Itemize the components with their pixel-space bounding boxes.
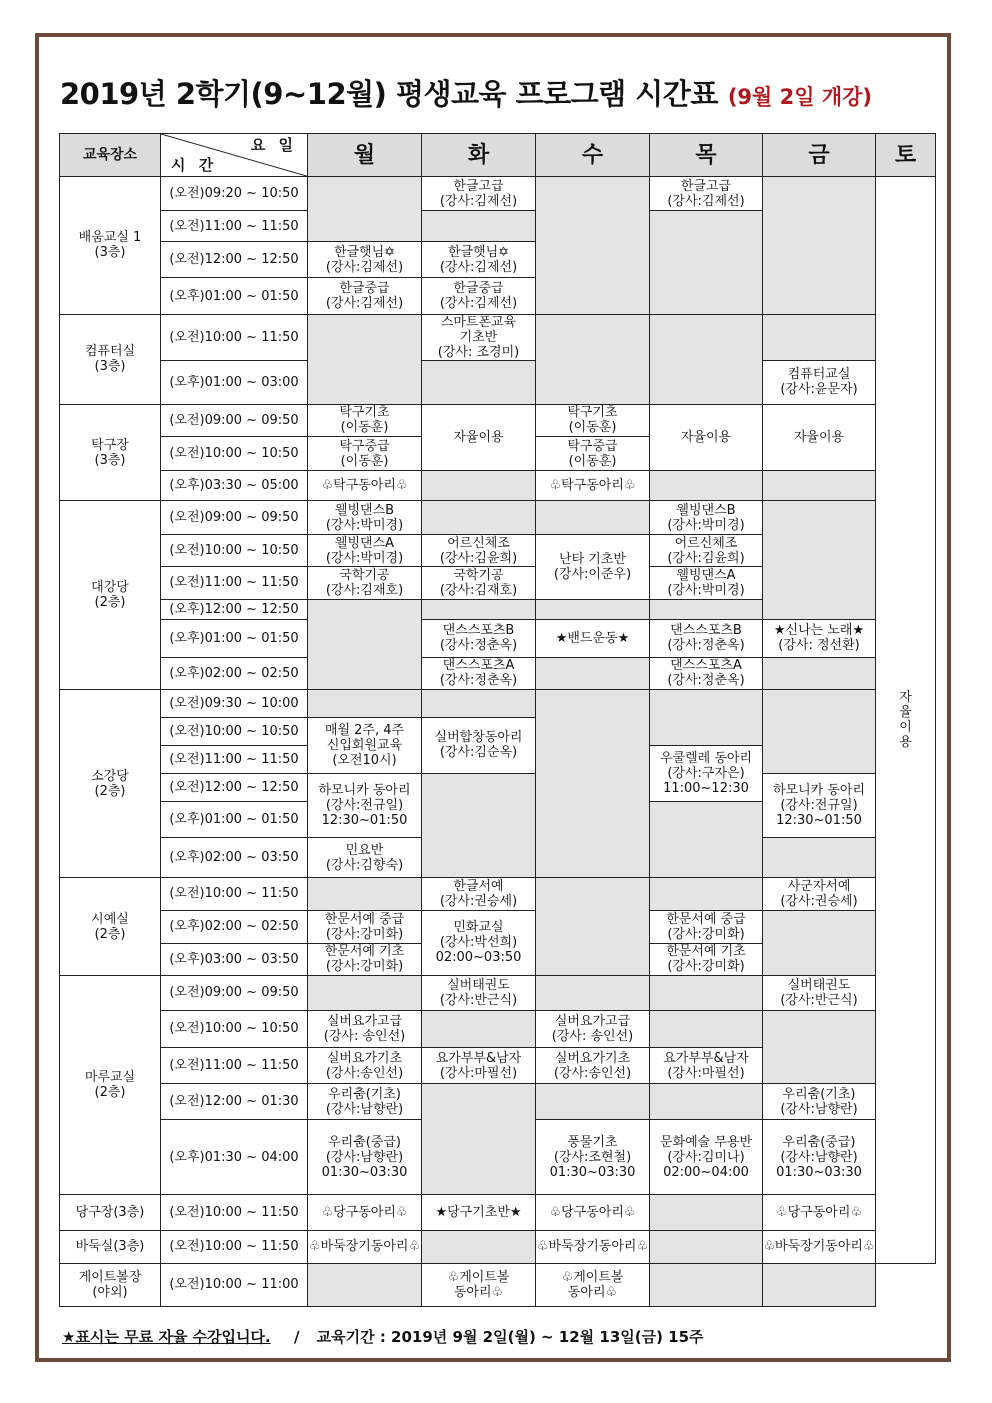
free-note: ★표시는 무료 자율 수강입니다. [62, 1328, 271, 1346]
empty-cell [763, 501, 876, 619]
time-cell: (오전)11:00 ~ 11:50 [161, 745, 308, 773]
class-cell: 한문서예 기초 (강사:강미화) [308, 943, 422, 975]
class-cell: 요가부부&남자 (강사:마필선) [650, 1047, 763, 1083]
timetable [59, 133, 936, 1307]
class-cell: 하모니카 동아리 (강사:전규일) 12:30~01:50 [763, 774, 876, 838]
time-cell: (오전)10:00 ~ 10:50 [161, 436, 308, 470]
empty-cell [422, 599, 536, 619]
saturday-char: 자 [899, 689, 912, 705]
empty-cell [308, 314, 422, 404]
page-title: 2019년 2학기(9~12월) 평생교육 프로그램 시간표 [60, 77, 718, 111]
class-cell: 사군자서예 (강사:권승세) [763, 878, 876, 910]
class-cell: 댄스스포츠A (강사:정춘옥) [422, 657, 536, 689]
corner-time-label: 시 간 [171, 156, 218, 175]
class-cell: ♧당구동아리♧ [763, 1195, 876, 1230]
class-cell: 국학기공 (강사:김재호) [308, 567, 422, 599]
class-cell: 탁구중급 (이동훈) [308, 436, 422, 470]
day-sat: 토 [876, 134, 936, 177]
place-cell: 당구장(3층) [60, 1195, 161, 1230]
empty-cell [308, 1263, 422, 1306]
footer [62, 1326, 704, 1347]
empty-cell [422, 774, 536, 878]
class-cell: 민요반 (강사:김향숙) [308, 838, 422, 878]
class-cell: ♧탁구동아리♧ [308, 471, 422, 501]
time-cell: (오전)10:00 ~ 11:00 [161, 1263, 308, 1306]
empty-cell [763, 471, 876, 501]
class-cell: 웰빙댄스A (강사:박미경) [308, 535, 422, 567]
class-cell: 자율이용 [763, 404, 876, 470]
header-row [60, 134, 936, 177]
class-cell: 자율이용 [650, 404, 763, 470]
time-cell: (오후)02:00 ~ 02:50 [161, 910, 308, 943]
time-cell: (오전)12:00 ~ 12:50 [161, 774, 308, 802]
time-cell: (오후)02:00 ~ 02:50 [161, 657, 308, 689]
class-cell: 매월 2주, 4주 신입회원교육 (오전10시) [308, 717, 422, 773]
class-cell: 컴퓨터교실 (강사:윤문자) [763, 360, 876, 404]
class-cell: 문화예술 무용반 (강사:김미나) 02:00~04:00 [650, 1120, 763, 1195]
place-cell: 게이트볼장 (야외) [60, 1263, 161, 1306]
class-cell: ♧바둑장기동아리♧ [536, 1230, 650, 1263]
empty-cell [536, 177, 650, 314]
saturday-char: 율 [899, 704, 912, 720]
empty-cell [422, 501, 536, 535]
title-row [60, 72, 872, 116]
empty-cell [650, 471, 763, 501]
time-cell: (오후)01:00 ~ 01:50 [161, 619, 308, 657]
class-cell: 웰빙댄스A (강사:박미경) [650, 567, 763, 599]
class-cell: 웰빙댄스B (강사:박미경) [650, 501, 763, 535]
saturday-cell [876, 177, 936, 1264]
time-cell: (오전)09:00 ~ 09:50 [161, 501, 308, 535]
time-cell: (오전)10:00 ~ 10:50 [161, 1010, 308, 1047]
empty-cell [763, 314, 876, 360]
time-cell: (오전)09:00 ~ 09:50 [161, 975, 308, 1010]
class-cell: ♧당구동아리♧ [536, 1195, 650, 1230]
class-cell: 탁구중급 (이동훈) [536, 436, 650, 470]
place-cell: 바둑실(3층) [60, 1230, 161, 1263]
class-cell: 실버요가기초 (강사:송인선) [536, 1047, 650, 1083]
empty-cell [763, 838, 876, 878]
empty-cell [650, 599, 763, 619]
class-cell: ♧바둑장기동아리♧ [763, 1230, 876, 1263]
class-cell: 우리춤(중급) (강사:남향란) 01:30~03:30 [763, 1120, 876, 1195]
class-cell: 한글고급 (강사:김제선) [650, 177, 763, 211]
class-cell: 댄스스포츠A (강사:정춘옥) [650, 657, 763, 689]
place-cell: 배움교실 1 (3층) [60, 177, 161, 314]
class-cell: 어르신체조 (강사:김윤희) [422, 535, 536, 567]
time-cell: (오전)10:00 ~ 11:50 [161, 314, 308, 360]
class-cell: 한문서예 중급 (강사:강미화) [308, 910, 422, 943]
class-cell: 실버요가고급 (강사: 송인선) [308, 1010, 422, 1047]
class-cell: 풍물기초 (강사:조현철) 01:30~03:30 [536, 1120, 650, 1195]
class-cell: 한글고급 (강사:김제선) [422, 177, 536, 211]
class-cell: 한글햇님✡ (강사:김제선) [422, 242, 536, 278]
place-cell: 소강당 (2층) [60, 689, 161, 878]
empty-cell [422, 211, 536, 242]
empty-cell [763, 689, 876, 773]
place-cell: 컴퓨터실 (3층) [60, 314, 161, 404]
empty-cell [650, 1010, 763, 1047]
empty-cell [536, 599, 650, 619]
class-cell: 실버합창동아리 (강사:김순옥) [422, 717, 536, 773]
class-cell: 실버요가고급 (강사: 송인선) [536, 1010, 650, 1047]
class-cell: 실버태권도 (강사:반근식) [422, 975, 536, 1010]
empty-cell [422, 1230, 536, 1263]
class-cell: 실버태권도 (강사:반근식) [763, 975, 876, 1010]
class-cell: 국학기공 (강사:김재호) [422, 567, 536, 599]
header-place: 교육장소 [60, 134, 161, 177]
class-cell: 우리춤(중급) (강사:남향란) 01:30~03:30 [308, 1120, 422, 1195]
empty-cell [763, 1263, 876, 1306]
empty-cell [650, 802, 763, 878]
empty-cell [650, 1263, 763, 1306]
place-cell: 대강당 (2층) [60, 501, 161, 690]
empty-cell [650, 975, 763, 1010]
place-cell: 탁구장 (3층) [60, 404, 161, 500]
education-period: 교육기간 : 2019년 9월 2일(월) ~ 12월 13일(금) 15주 [316, 1328, 704, 1346]
header-corner [161, 134, 308, 177]
class-cell: ♧게이트볼 동아리♧ [422, 1263, 536, 1306]
time-cell: (오전)10:00 ~ 11:50 [161, 1230, 308, 1263]
class-cell: 우쿨렐레 동아리 (강사:구자은) 11:00~12:30 [650, 745, 763, 801]
time-cell: (오후)01:00 ~ 01:50 [161, 802, 308, 838]
empty-cell [536, 501, 650, 535]
time-cell: (오전)11:00 ~ 11:50 [161, 567, 308, 599]
empty-cell [650, 211, 763, 314]
time-cell: (오후)01:00 ~ 01:50 [161, 278, 308, 314]
time-cell: (오후)03:30 ~ 05:00 [161, 471, 308, 501]
class-cell: ★당구기초반★ [422, 1195, 536, 1230]
empty-cell [763, 657, 876, 689]
class-cell: 스마트폰교육 기초반 (강사: 조경미) [422, 314, 536, 360]
class-cell: ♧바둑장기동아리♧ [308, 1230, 422, 1263]
class-cell: 우리춤(기초) (강사:남향란) [763, 1084, 876, 1120]
day-thu: 목 [650, 134, 763, 177]
saturday-char: 이 [899, 719, 912, 735]
empty-cell [650, 689, 763, 745]
empty-cell [650, 1084, 763, 1120]
empty-cell [308, 975, 422, 1010]
time-cell: (오후)03:00 ~ 03:50 [161, 943, 308, 975]
day-fri: 금 [763, 134, 876, 177]
empty-cell [308, 878, 422, 910]
empty-cell [422, 689, 536, 717]
class-cell: 민화교실 (강사:박선희) 02:00~03:50 [422, 910, 536, 975]
class-cell: 요가부부&남자 (강사:마필선) [422, 1047, 536, 1083]
empty-cell [422, 1084, 536, 1195]
time-cell: (오전)09:20 ~ 10:50 [161, 177, 308, 211]
class-cell: 한글중급 (강사:김제선) [422, 278, 536, 314]
empty-cell [650, 1195, 763, 1230]
time-cell: (오후)01:30 ~ 04:00 [161, 1120, 308, 1195]
empty-cell [650, 314, 763, 404]
empty-cell [422, 1010, 536, 1047]
time-cell: (오전)12:00 ~ 12:50 [161, 242, 308, 278]
title-note: (9월 2일 개강) [727, 85, 873, 109]
place-cell: 마루교실 (2층) [60, 975, 161, 1195]
empty-cell [308, 599, 422, 689]
empty-cell [650, 1230, 763, 1263]
saturday-char: 용 [899, 734, 912, 750]
class-cell: ★신나는 노래★ (강사: 정선환) [763, 619, 876, 657]
empty-cell [308, 177, 422, 242]
empty-cell [536, 878, 650, 975]
empty-cell [536, 975, 650, 1010]
time-cell: (오전)10:00 ~ 10:50 [161, 535, 308, 567]
time-cell: (오전)12:00 ~ 01:30 [161, 1084, 308, 1120]
time-cell: (오전)10:00 ~ 11:50 [161, 878, 308, 910]
empty-cell [308, 689, 422, 717]
class-cell: ★밴드운동★ [536, 619, 650, 657]
class-cell: 한글햇님✡ (강사:김제선) [308, 242, 422, 278]
day-wed: 수 [536, 134, 650, 177]
empty-cell [763, 177, 876, 314]
time-cell: (오전)10:00 ~ 11:50 [161, 1195, 308, 1230]
time-cell: (오후)01:00 ~ 03:00 [161, 360, 308, 404]
class-cell: 하모니카 동아리 (강사:전규일) 12:30~01:50 [308, 774, 422, 838]
class-cell: 한문서예 중급 (강사:강미화) [650, 910, 763, 943]
empty-cell [536, 689, 650, 878]
class-cell: 한글중급 (강사:김제선) [308, 278, 422, 314]
class-cell: 난타 기초반 (강사:이준우) [536, 535, 650, 599]
time-cell: (오전)11:00 ~ 11:50 [161, 211, 308, 242]
class-cell: 우리춤(기초) (강사:남향란) [308, 1084, 422, 1120]
empty-cell [536, 657, 650, 689]
time-cell: (오후)12:00 ~ 12:50 [161, 599, 308, 619]
class-cell: ♧게이트볼 동아리♧ [536, 1263, 650, 1306]
empty-cell [422, 471, 536, 501]
empty-cell [536, 1084, 650, 1120]
class-cell: 웰빙댄스B (강사:박미경) [308, 501, 422, 535]
empty-cell [763, 1010, 876, 1083]
time-cell: (오전)11:00 ~ 11:50 [161, 1047, 308, 1083]
class-cell: 한글서예 (강사:권승세) [422, 878, 536, 910]
empty-cell [763, 910, 876, 975]
time-cell: (오후)02:00 ~ 03:50 [161, 838, 308, 878]
corner-day-label: 요 일 [250, 136, 297, 154]
day-mon: 월 [308, 134, 422, 177]
class-cell: 한문서예 기초 (강사:강미화) [650, 943, 763, 975]
footer-separator: / [293, 1328, 300, 1346]
class-cell: 자율이용 [422, 404, 536, 470]
class-cell: 실버요가기초 (강사:송인선) [308, 1047, 422, 1083]
time-cell: (오전)09:30 ~ 10:00 [161, 689, 308, 717]
time-cell: (오전)10:00 ~ 10:50 [161, 717, 308, 745]
class-cell: ♧당구동아리♧ [308, 1195, 422, 1230]
time-cell: (오전)09:00 ~ 09:50 [161, 404, 308, 436]
empty-cell [422, 360, 536, 404]
empty-cell [536, 314, 650, 404]
class-cell: 댄스스포츠B (강사:정춘옥) [422, 619, 536, 657]
day-tue: 화 [422, 134, 536, 177]
class-cell: 댄스스포츠B (강사:정춘옥) [650, 619, 763, 657]
class-cell: 탁구기초 (이동훈) [536, 404, 650, 436]
class-cell: 어르신체조 (강사:김윤희) [650, 535, 763, 567]
empty-cell [650, 878, 763, 910]
place-cell: 시예실 (2층) [60, 878, 161, 975]
class-cell: ♧탁구동아리♧ [536, 471, 650, 501]
class-cell: 탁구기초 (이동훈) [308, 404, 422, 436]
